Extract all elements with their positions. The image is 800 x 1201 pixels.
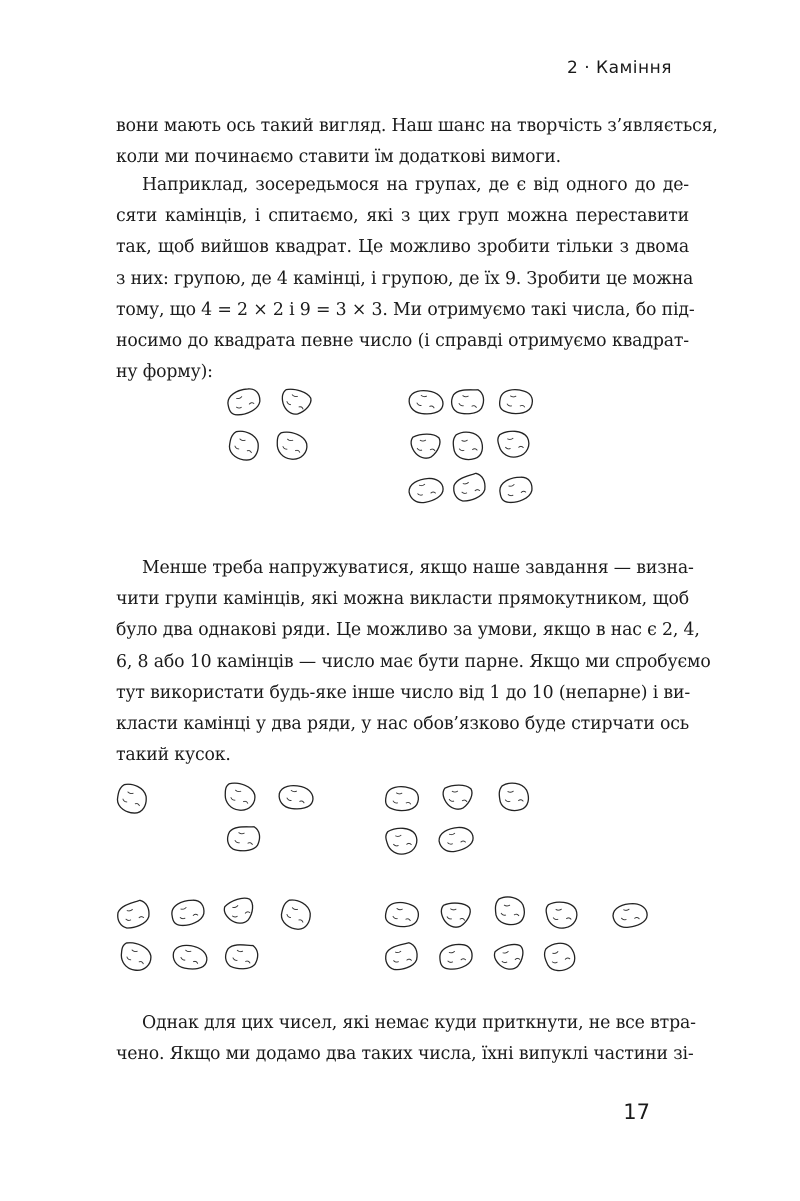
odd-stones-figure (0, 775, 800, 980)
text-line: тут використати будь-яке інше число від 1 до 10 (непарне) і ви- (116, 682, 691, 703)
text-line: вони мають ось такий вигляд. Наш шанс на творчість з’являється, (116, 116, 718, 136)
stone-icon (224, 942, 259, 972)
stone-icon (495, 897, 524, 925)
stone-icon (411, 434, 440, 459)
stone-icon (437, 825, 475, 854)
stone-icon (453, 431, 484, 461)
text-line: 6, 8 або 10 камінців — число має бути парне. Якщо ми спробуємо (116, 651, 711, 672)
stone-icon (222, 895, 257, 927)
text-line: чено. Якщо ми додамо два таких числа, їхні випуклі частини зі- (116, 1044, 694, 1065)
paragraph-4 (116, 1008, 696, 1070)
stone-icon (224, 385, 263, 419)
stone-icon (497, 474, 535, 506)
stone-icon (278, 386, 313, 417)
stone-icon (443, 785, 472, 810)
stone-icon (227, 429, 262, 463)
page-number: 17 (623, 1100, 650, 1124)
text-line: сяти камінців, і спитаємо, які з цих груп можна переставити (116, 206, 689, 227)
text-line: Однак для цих чисел, які немає куди приткнути, не все втра- (142, 1013, 696, 1033)
stone-icon (497, 429, 530, 459)
stone-icon (115, 899, 152, 930)
stone-icon (546, 901, 578, 929)
stone-icon (407, 389, 444, 417)
square-stones-figure (0, 380, 800, 510)
paragraph-2 (116, 170, 695, 388)
paragraph-1 (116, 111, 718, 173)
stone-icon (451, 472, 488, 503)
stone-icon (169, 897, 207, 929)
stone-icon (278, 897, 314, 932)
stone-icon (451, 388, 485, 416)
stone-icon (274, 430, 309, 461)
stone-icon (542, 939, 578, 974)
stone-icon (612, 902, 648, 929)
text-line: Менше треба напружуватися, якщо наше завдання — визна- (142, 558, 694, 578)
stone-icon (499, 782, 530, 812)
stone-icon (118, 940, 154, 973)
text-line: ну форму): (116, 362, 213, 383)
stone-icon (171, 943, 209, 973)
stone-icon (407, 476, 445, 505)
text-line: було два однакові ряди. Це можливо за умови, якщо в нас є 2, 4, (116, 620, 700, 641)
text-line: чити групи камінців, які можна викласти прямокутником, щоб (116, 589, 689, 610)
paragraph-3 (116, 553, 711, 771)
text-line: класти камінці у два ряди, у нас обов’язково буде стирчати ось (116, 714, 689, 735)
running-head: 2 · Каміння (566, 58, 672, 78)
text-line: з них: групою, де 4 камінці, і групою, де їх 9. Зробити це можна (116, 268, 694, 289)
stone-icon (385, 901, 420, 928)
stone-icon (441, 902, 471, 928)
stone-icon (277, 784, 314, 812)
text-line: такий кусок. (116, 745, 231, 766)
stone-icon (493, 942, 527, 973)
text-line: тому, що 4 = 2 × 2 і 9 = 3 × 3. Ми отримуємо такі числа, бо під- (116, 299, 695, 320)
stone-icon (385, 786, 418, 811)
text-line: носимо до квадрата певне число (і справді отримуємо квадрат- (116, 331, 689, 352)
stone-icon (385, 826, 418, 856)
stone-icon (384, 942, 419, 972)
stone-icon (499, 389, 532, 414)
stone-icon (115, 782, 150, 816)
text-line: коли ми починаємо ставити їм додаткові вимоги. (116, 147, 561, 168)
stone-icon (222, 781, 257, 812)
stone-icon (227, 825, 261, 853)
text-line: Наприклад, зосередьмося на групах, де є від одного до де- (142, 175, 689, 195)
text-line: так, щоб вийшов квадрат. Це можливо зробити тільки з двома (116, 237, 689, 258)
stone-icon (437, 942, 474, 972)
